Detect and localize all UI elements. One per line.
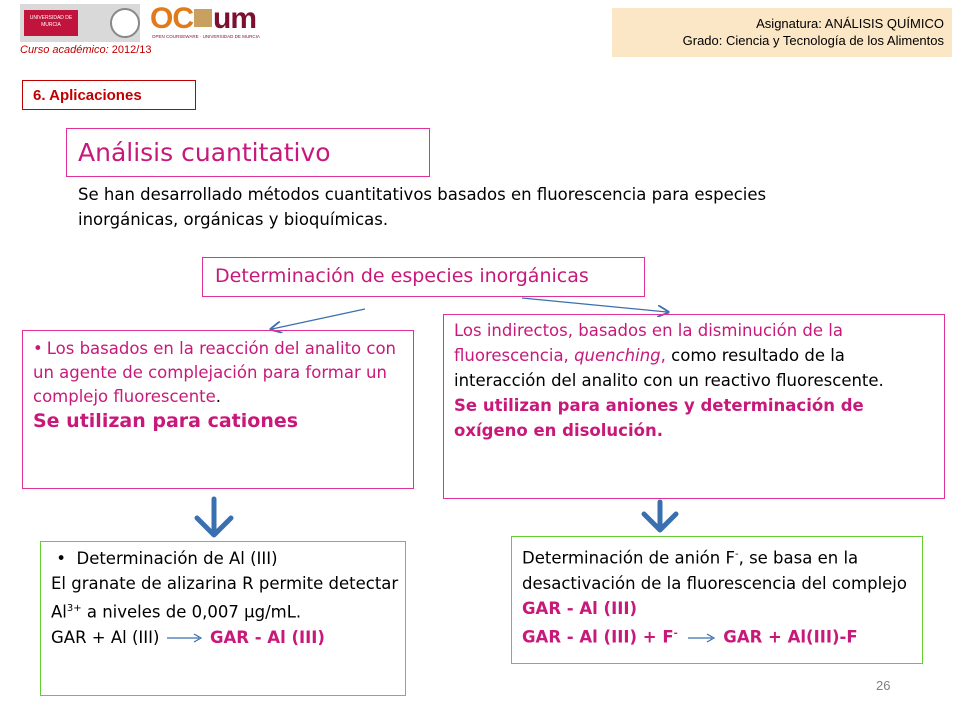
aluminium-heading: • Determinación de Al (III): [56, 549, 278, 568]
indirect-text-b: ,: [660, 346, 672, 365]
fluoride-reaction-right: GAR + Al(III)-F: [723, 627, 858, 646]
academic-year-value: 2012/13: [111, 44, 152, 56]
fluoride-reaction: GAR - Al (III) + F- GAR + Al(III)-F: [522, 627, 858, 646]
page-number: 26: [876, 678, 891, 693]
ocw-logo-mark: OC um: [150, 2, 256, 35]
arrow-to-right-box: [522, 298, 667, 312]
intro-text: Se han desarrollado métodos cuantitativos basados en fluorescencia para especies inorgánicas, orgánicas y bioquímicas.: [78, 185, 767, 229]
arrow-to-left-box: [272, 309, 365, 329]
indirect-methods-usage: Se utilizan para aniones y determinación de oxígeno en disolución.: [454, 396, 864, 440]
fluoride-description: Determinación de anión F-, se basa en la desactivación de la fluorescencia del complejo GAR - Al (III): [522, 548, 907, 618]
indirect-quenching: quenching: [574, 346, 661, 365]
aluminium-description: El granate de alizarina R permite detectar $Al^{3+}$ a niveles de 0,007 µg/mL.: [51, 574, 399, 622]
fluoride-reaction-left: GAR - Al (III) + F: [522, 627, 674, 646]
bullet-icon: •: [56, 549, 66, 568]
section-title: 6. Aplicaciones: [22, 80, 196, 110]
aluminium-reaction: [51, 625, 399, 650]
reaction-arrow-icon: [165, 632, 205, 644]
down-arrow-right-icon: [644, 502, 676, 530]
aluminium-reaction-right: GAR - Al (III): [209, 627, 325, 647]
fluoride-determination-box: [511, 536, 923, 664]
direct-methods-period: .: [215, 387, 222, 406]
fluoride-complex: GAR - Al (III): [522, 598, 638, 618]
ocw-logo-caption: OPEN COURSEWARE · UNIVERSIDAD DE MURCIA: [152, 34, 260, 39]
aluminium-reaction-left: GAR + Al (III): [51, 627, 160, 647]
indirect-text-a: Los indirectos, basados en la disminución de la fluorescencia,: [454, 321, 843, 365]
down-arrow-left-icon: [197, 499, 231, 535]
aluminium-determination-box: [40, 541, 406, 696]
indirect-methods-box: [443, 314, 945, 499]
bullet-icon: •: [33, 339, 43, 358]
course-degree: Grado: Ciencia y Tecnología de los Alimentos: [682, 33, 944, 48]
slide-title: Análisis cuantitativo: [66, 128, 430, 177]
direct-methods-box: [22, 330, 414, 489]
indirect-text-c: como resultado de la interacción del analito con un reactivo fluorescente.: [454, 346, 884, 390]
course-subject: Asignatura: ANÁLISIS QUÍMICO: [756, 16, 944, 31]
university-logo-text: UNIVERSIDAD DE MURCIA: [29, 15, 73, 28]
direct-methods-usage: Se utilizan para cationes: [33, 410, 299, 432]
direct-methods-text: Los basados en la reacción del analito con un agente de complejación para formar un complejo fluorescente: [33, 339, 397, 406]
reaction-arrow-icon: [684, 632, 718, 644]
academic-year-label: Curso académico:: [20, 44, 109, 56]
subtitle-box: Determinación de especies inorgánicas: [202, 257, 645, 297]
